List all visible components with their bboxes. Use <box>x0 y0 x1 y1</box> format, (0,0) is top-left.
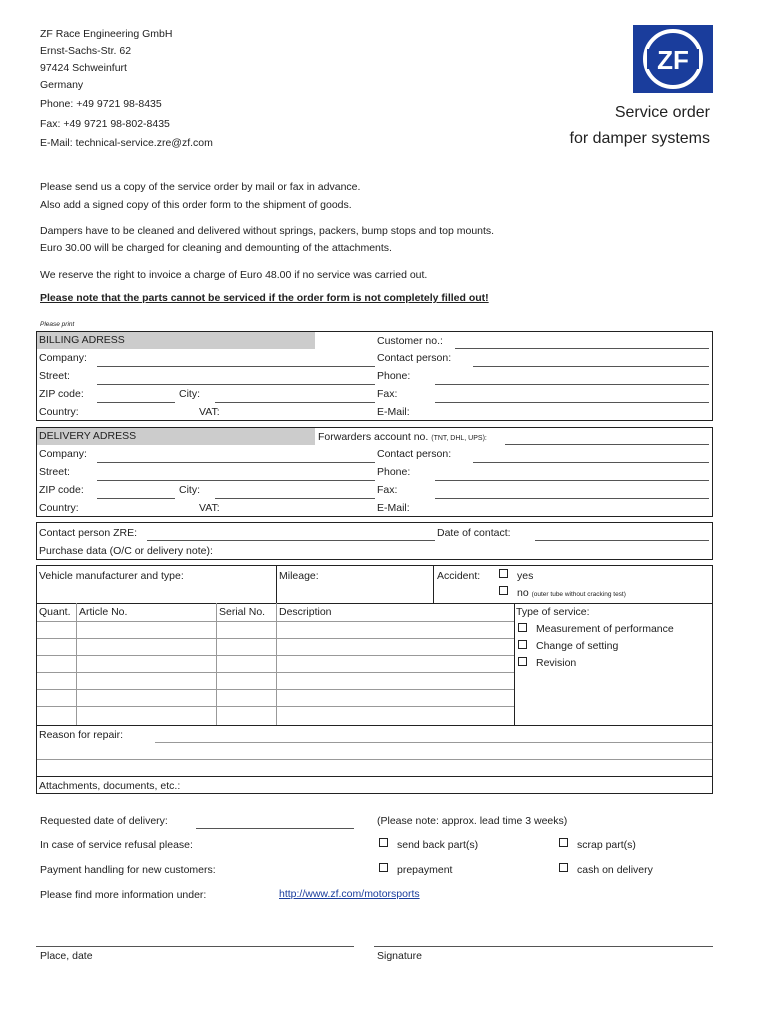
billing-phone-field[interactable] <box>435 384 709 385</box>
billing-city-field[interactable] <box>215 402 375 403</box>
signature-line[interactable] <box>374 946 713 947</box>
motorsports-link[interactable]: http://www.zf.com/motorsports <box>279 888 420 900</box>
service-type-label: Type of service: <box>516 606 590 618</box>
accident-yes-checkbox[interactable] <box>499 569 508 578</box>
delivery-email-label: E-Mail: <box>377 502 410 514</box>
service-measurement-label: Measurement of performance <box>536 623 674 635</box>
please-print: Please print <box>40 321 75 328</box>
delivery-country-label: Country: <box>39 502 79 514</box>
billing-city-label: City: <box>179 388 200 400</box>
purchase-data-label: Purchase data (O/C or delivery note): <box>39 545 213 557</box>
delivery-company-field[interactable] <box>97 462 375 463</box>
col-quant: Quant. <box>39 606 71 618</box>
accident-no-checkbox[interactable] <box>499 586 508 595</box>
col-article: Article No. <box>79 606 128 618</box>
scrap-checkbox[interactable] <box>559 838 568 847</box>
intro-p4: Euro 30.00 will be charged for cleaning and demounting of the attachments. <box>40 242 392 254</box>
intro-p5: We reserve the right to invoice a charge of Euro 48.00 if no service was carried out. <box>40 269 428 281</box>
col-serial: Serial No. <box>219 606 266 618</box>
billing-section <box>36 331 713 421</box>
billing-header: BILLING ADRESS <box>39 334 125 346</box>
send-back-label: send back part(s) <box>397 839 479 851</box>
delivery-fax-field[interactable] <box>435 498 709 499</box>
delivery-company-label: Company: <box>39 448 87 460</box>
delivery-fax-label: Fax: <box>377 484 398 496</box>
contact-person-label: Contact person ZRE: <box>39 527 138 539</box>
company-street: Ernst-Sachs-Str. 62 <box>40 45 132 57</box>
mileage-label: Mileage: <box>279 570 319 582</box>
delivery-phone-label: Phone: <box>377 466 411 478</box>
send-back-checkbox[interactable] <box>379 838 388 847</box>
requested-date-field[interactable] <box>196 828 354 829</box>
company-phone: Phone: +49 9721 98-8435 <box>40 98 162 110</box>
billing-street-field[interactable] <box>97 384 375 385</box>
delivery-section <box>36 427 713 517</box>
delivery-city-field[interactable] <box>215 498 375 499</box>
intro-p1: Please send us a copy of the service order by mail or fax in advance. <box>40 181 361 193</box>
company-email: E-Mail: technical-service.zre@zf.com <box>40 137 213 149</box>
contact-person-field[interactable] <box>147 540 435 541</box>
billing-customer-no-field[interactable] <box>455 348 709 349</box>
billing-vat-label: VAT: <box>199 406 220 418</box>
service-change-checkbox[interactable] <box>518 640 527 649</box>
billing-customer-no-label: Customer no.: <box>377 335 443 347</box>
billing-fax-label: Fax: <box>377 388 398 400</box>
svg-text:ZF: ZF <box>657 45 689 75</box>
billing-contact-field[interactable] <box>473 366 709 367</box>
billing-country-label: Country: <box>39 406 79 418</box>
signature-label: Signature <box>377 950 422 962</box>
more-info-label: Please find more information under: <box>40 889 207 901</box>
place-date-line[interactable] <box>36 946 354 947</box>
contact-section <box>36 522 713 560</box>
company-name: ZF Race Engineering GmbH <box>40 28 173 40</box>
delivery-vat-label: VAT: <box>199 502 220 514</box>
service-revision-checkbox[interactable] <box>518 657 527 666</box>
place-date-label: Place, date <box>40 950 93 962</box>
billing-fax-field[interactable] <box>435 402 709 403</box>
notice: Please note that the parts cannot be serviced if the order form is not completely filled out! <box>40 292 489 304</box>
forwarders-field[interactable] <box>505 444 709 445</box>
company-fax: Fax: +49 9721 98-802-8435 <box>40 118 170 130</box>
billing-company-field[interactable] <box>97 366 375 367</box>
cod-checkbox[interactable] <box>559 863 568 872</box>
requested-date-label: Requested date of delivery: <box>40 815 168 827</box>
delivery-zip-field[interactable] <box>97 498 175 499</box>
service-measurement-checkbox[interactable] <box>518 623 527 632</box>
forwarders-label: Forwarders account no. (TNT, DHL, UPS): <box>318 431 487 443</box>
delivery-city-label: City: <box>179 484 200 496</box>
page-title: Service order <box>614 104 710 121</box>
cod-label: cash on delivery <box>577 864 653 876</box>
scrap-label: scrap part(s) <box>577 839 636 851</box>
intro-p2: Also add a signed copy of this order form to the shipment of goods. <box>40 199 352 211</box>
billing-contact-label: Contact person: <box>377 352 452 364</box>
accident-label: Accident: <box>437 570 481 582</box>
billing-zip-label: ZIP code: <box>39 388 84 400</box>
intro-p3: Dampers have to be cleaned and delivered without springs, packers, bump stops and top mounts. <box>40 225 495 237</box>
billing-phone-label: Phone: <box>377 370 411 382</box>
delivery-zip-label: ZIP code: <box>39 484 84 496</box>
contact-date-label: Date of contact: <box>437 527 511 539</box>
attachments-label: Attachments, documents, etc.: <box>39 780 181 792</box>
lead-time-note: (Please note: approx. lead time 3 weeks) <box>377 815 568 827</box>
page-subtitle: for damper systems <box>569 130 710 147</box>
delivery-header: DELIVERY ADRESS <box>39 430 137 442</box>
company-city: 97424 Schweinfurt <box>40 62 127 74</box>
service-change-label: Change of setting <box>536 640 619 652</box>
billing-street-label: Street: <box>39 370 70 382</box>
delivery-phone-field[interactable] <box>435 480 709 481</box>
contact-date-field[interactable] <box>535 540 709 541</box>
vehicle-label: Vehicle manufacturer and type: <box>39 570 184 582</box>
company-country: Germany <box>40 79 84 91</box>
delivery-contact-label: Contact person: <box>377 448 452 460</box>
service-revision-label: Revision <box>536 657 577 669</box>
prepayment-checkbox[interactable] <box>379 863 388 872</box>
delivery-street-field[interactable] <box>97 480 375 481</box>
billing-company-label: Company: <box>39 352 87 364</box>
refusal-label: In case of service refusal please: <box>40 839 193 851</box>
zf-logo <box>633 25 713 93</box>
delivery-contact-field[interactable] <box>473 462 709 463</box>
payment-label: Payment handling for new customers: <box>40 864 216 876</box>
prepayment-label: prepayment <box>397 864 453 876</box>
billing-email-label: E-Mail: <box>377 406 410 418</box>
reason-label: Reason for repair: <box>39 729 124 741</box>
billing-zip-field[interactable] <box>97 402 175 403</box>
col-description: Description <box>279 606 332 618</box>
order-section <box>36 565 713 794</box>
delivery-street-label: Street: <box>39 466 70 478</box>
accident-no-label: no (outer tube without cracking test) <box>517 587 626 599</box>
accident-yes-label: yes <box>517 570 534 582</box>
